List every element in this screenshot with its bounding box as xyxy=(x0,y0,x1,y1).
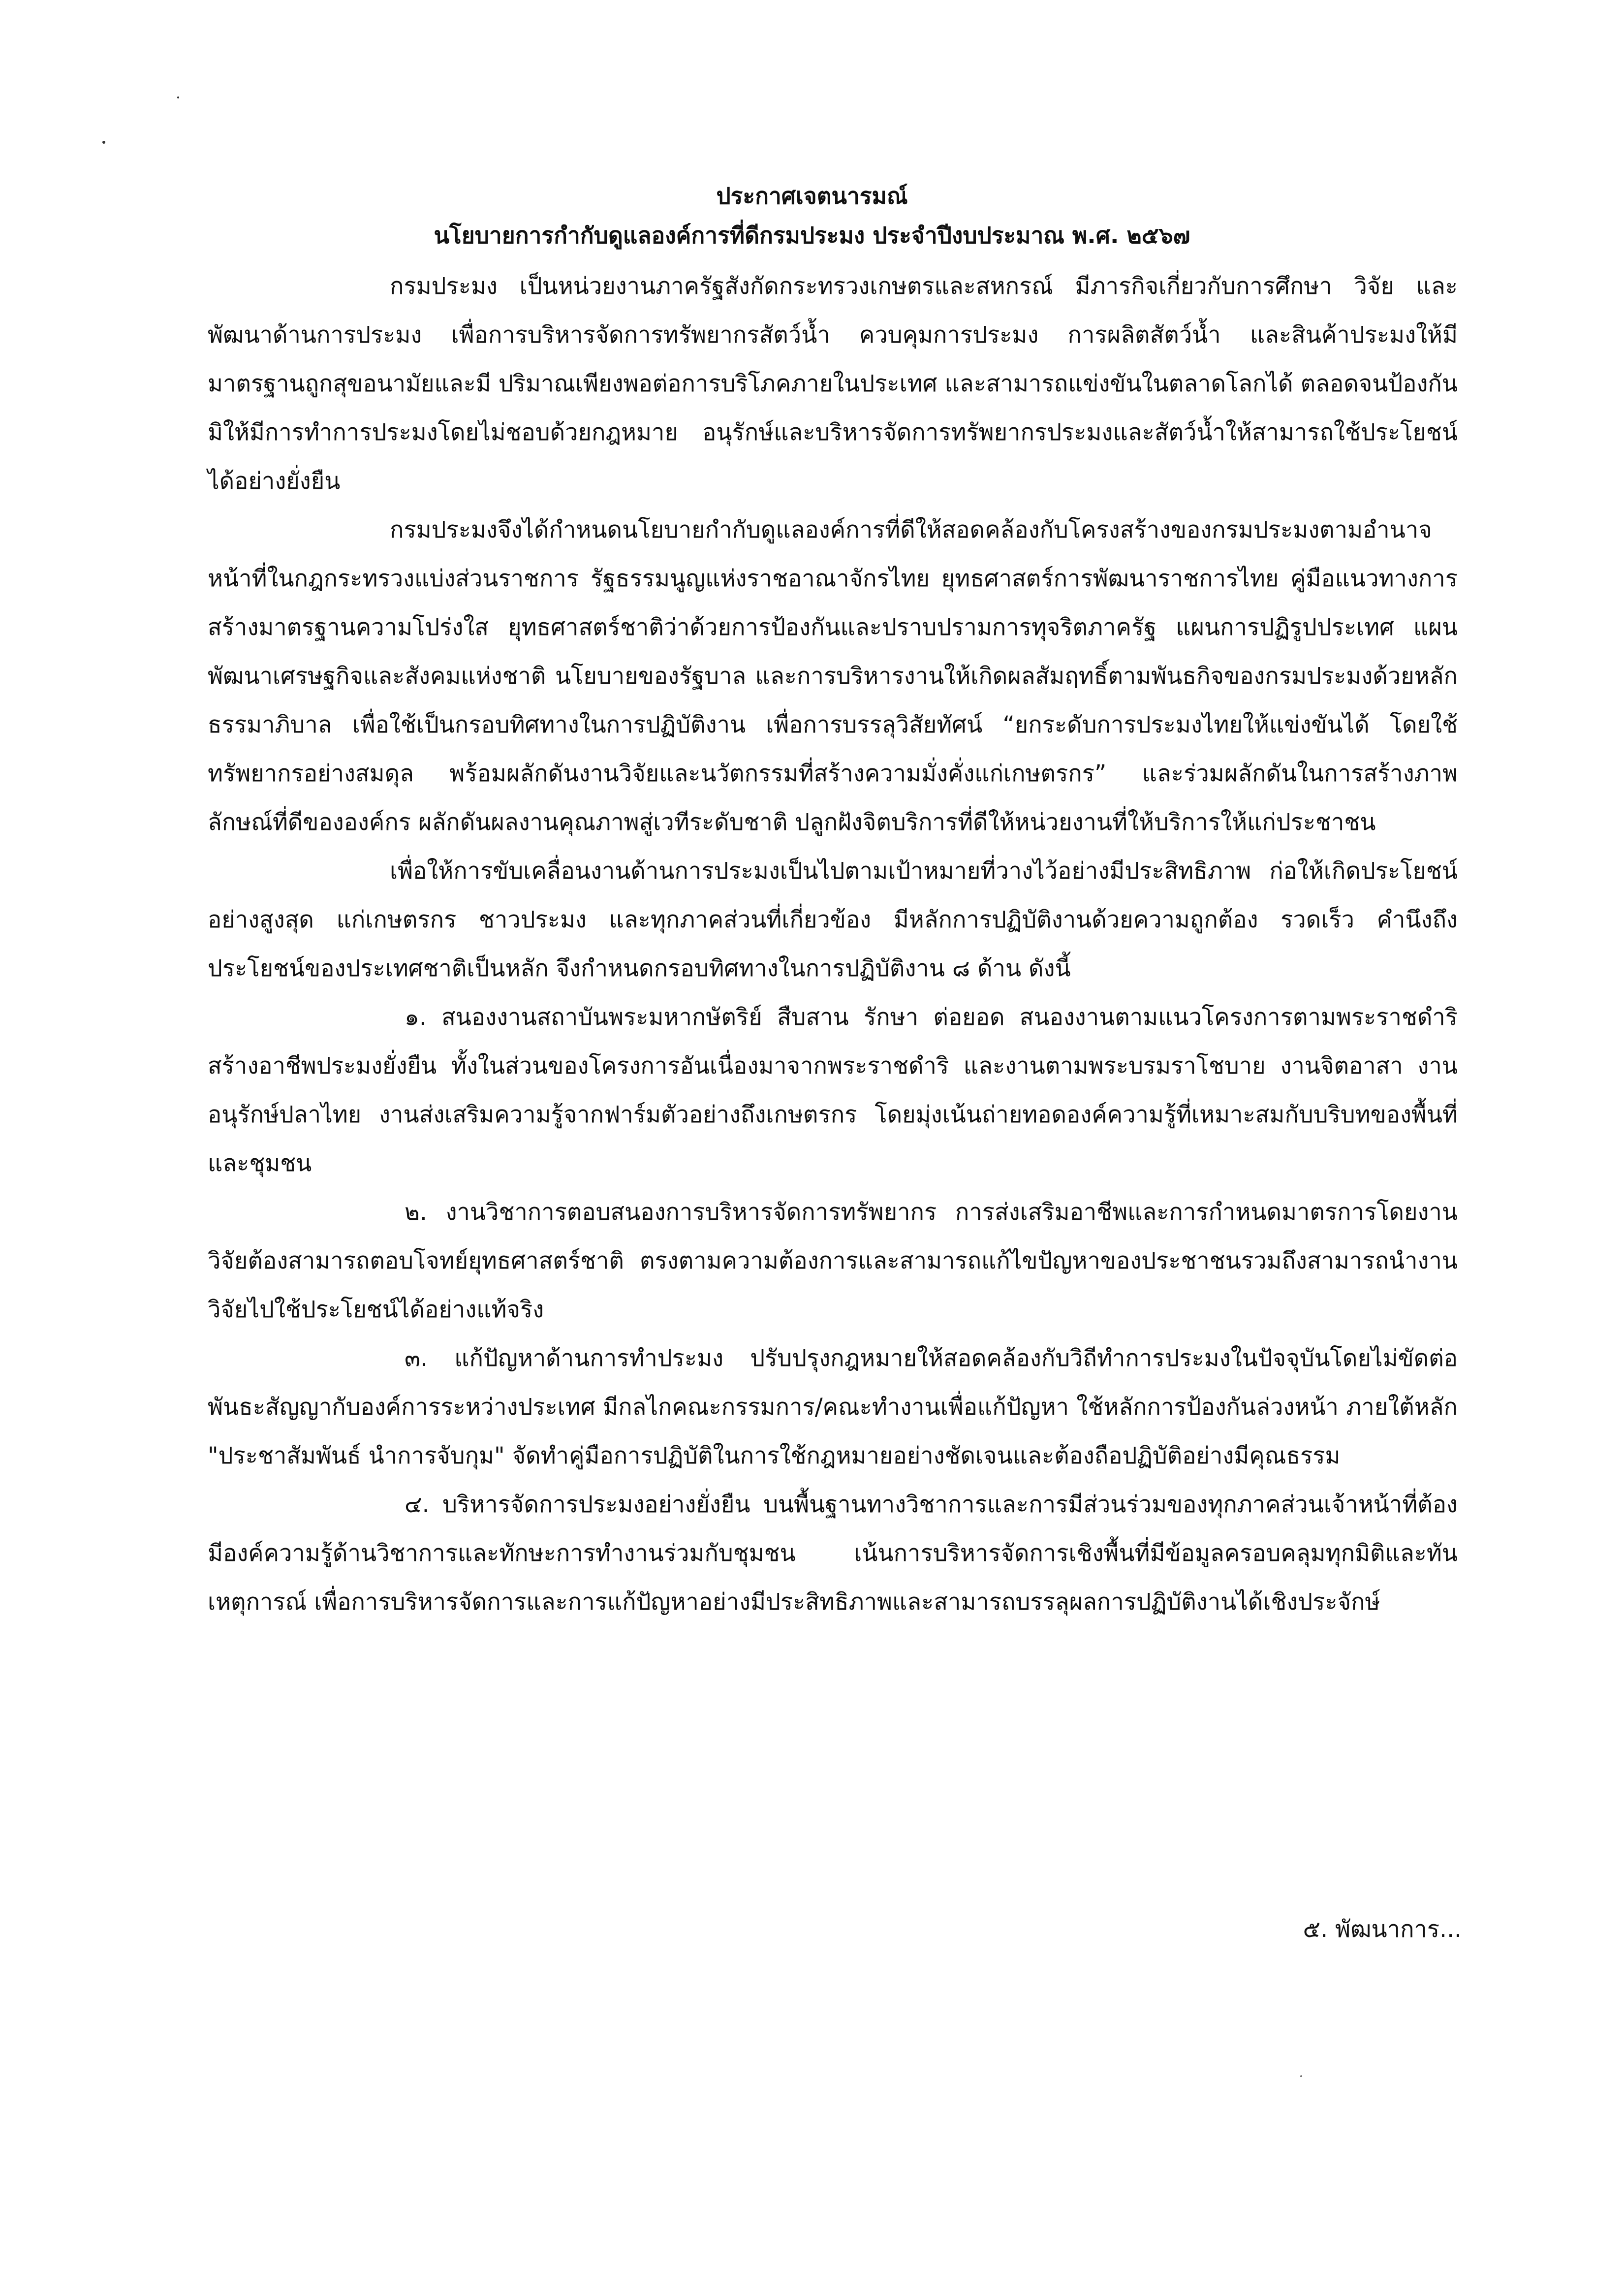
document-body xyxy=(208,262,1458,1626)
document-title: ประกาศเจตนารมณ์ xyxy=(716,183,908,209)
scan-speck xyxy=(1300,2075,1302,2077)
intro-paragraph: กรมประมง เป็นหน่วยงานภาครัฐสังกัดกระทรวงเกษตรและสหกรณ์ มีภารกิจเกี่ยวกับการศึกษา วิจัย และพัฒนาด้านการประมง เพื่อการบริหารจัดการทรัพยากรสัตว์น้ำ ควบคุมการประมง การผลิตสัตว์น้ำ และสินค้าประมงให้มีมาตรฐานถูกสุขอนามัยและมี ปริมาณเพียงพอต่อการบริโภคภายในประเทศ และสามารถแข่งขันในตลาดโลกได้ ตลอดจนป้องกันมิให้มีการทำการประมงโดยไม่ชอบด้วยกฎหมาย อนุรักษ์และบริหารจัดการทรัพยากรประมงและสัตว์น้ำให้สามารถใช้ประโยชน์ได้อย่างยั่งยืน xyxy=(208,273,1458,495)
next-page-marker: ๕. พัฒนาการ... xyxy=(1303,1916,1462,1943)
scan-speck xyxy=(102,141,105,144)
policy-item-2: ๒. งานวิชาการตอบสนองการบริหารจัดการทรัพยากร การส่งเสริมอาชีพและการกำหนดมาตรการโดยงานวิจัยต้องสามารถตอบโจทย์ยุทธศาสตร์ชาติ ตรงตามความต้องการและสามารถแก้ไขปัญหาของประชาชนรวมถึงสามารถนำงานวิจัยไปใช้ประโยชน์ได้อย่างแท้จริง xyxy=(208,1199,1458,1323)
policy-item-3: ๓. แก้ปัญหาด้านการทำประมง ปรับปรุงกฎหมายให้สอดคล้องกับวิถีทำการประมงในปัจจุบันโดยไม่ขัดต่อพันธะสัญญากับองค์การระหว่างประเทศ มีกลไกคณะกรรมการ/คณะทำงานเพื่อแก้ปัญหา ใช้หลักการป้องกันล่วงหน้า ภายใต้หลัก "ประชาสัมพันธ์ นำการจับกุม" จัดทำคู่มือการปฏิบัติในการใช้กฎหมายอย่างชัดเจนและต้องถือปฏิบัติอย่างมีคุณธรรม xyxy=(208,1345,1458,1469)
document-subtitle: นโยบายการกำกับดูแลองค์การที่ดีกรมประมง ประจำปีงบประมาณ พ.ศ. ๒๕๖๗ xyxy=(434,222,1190,249)
document-header xyxy=(197,176,1427,255)
framework-paragraph: เพื่อให้การขับเคลื่อนงานด้านการประมงเป็นไปตามเป้าหมายที่วางไว้อย่างมีประสิทธิภาพ ก่อให้เกิดประโยชน์อย่างสูงสุด แก่เกษตรกร ชาวประมง และทุกภาคส่วนที่เกี่ยวข้อง มีหลักการปฏิบัติงานด้วยความถูกต้อง รวดเร็ว คำนึงถึงประโยชน์ของประเทศชาติเป็นหลัก จึงกำหนดกรอบทิศทางในการปฏิบัติงาน ๘ ด้าน ดังนี้ xyxy=(208,857,1458,982)
scan-speck xyxy=(177,96,179,98)
policy-item-4: ๔. บริหารจัดการประมงอย่างยั่งยืน บนพื้นฐานทางวิชาการและการมีส่วนร่วมของทุกภาคส่วนเจ้าหน้าที่ต้องมีองค์ความรู้ด้านวิชาการและทักษะการทำงานร่วมกับชุมชน เน้นการบริหารจัดการเชิงพื้นที่มีข้อมูลครอบคลุมทุกมิติและทันเหตุการณ์ เพื่อการบริหารจัดการและการแก้ปัญหาอย่างมีประสิทธิภาพและสามารถบรรลุผลการปฏิบัติงานได้เชิงประจักษ์ xyxy=(208,1491,1458,1616)
policy-item-1: ๑. สนองงานสถาบันพระมหากษัตริย์ สืบสาน รักษา ต่อยอด สนองงานตามแนวโครงการตามพระราชดำริ สร้างอาชีพประมงยั่งยืน ทั้งในส่วนของโครงการอันเนื่องมาจากพระราชดำริ และงานตามพระบรมราโชบาย งานจิตอาสา งานอนุรักษ์ปลาไทย งานส่งเสริมความรู้จากฟาร์มตัวอย่างถึงเกษตรกร โดยมุ่งเน้นถ่ายทอดองค์ความรู้ที่เหมาะสมกับบริบทของพื้นที่และชุมชน xyxy=(208,1004,1458,1177)
policy-paragraph: กรมประมงจึงได้กำหนดนโยบายกำกับดูแลองค์การที่ดีให้สอดคล้องกับโครงสร้างของกรมประมงตามอำนาจหน้าที่ในกฎกระทรวงแบ่งส่วนราชการ รัฐธรรมนูญแห่งราชอาณาจักรไทย ยุทธศาสตร์การพัฒนาราชการไทย คู่มือแนวทางการสร้างมาตรฐานความโปร่งใส ยุทธศาสตร์ชาติว่าด้วยการป้องกันและปราบปรามการทุจริตภาครัฐ แผนการปฏิรูปประเทศ แผนพัฒนาเศรษฐกิจและสังคมแห่งชาติ นโยบายของรัฐบาล และการบริหารงานให้เกิดผลสัมฤทธิ์ตามพันธกิจของกรมประมงด้วยหลักธรรมาภิบาล เพื่อใช้เป็นกรอบทิศทางในการปฏิบัติงาน เพื่อการบรรลุวิสัยทัศน์ “ยกระดับการประมงไทยให้แข่งขันได้ โดยใช้ทรัพยากรอย่างสมดุล พร้อมผลักดันงานวิจัยและนวัตกรรมที่สร้างความมั่งคั่งแก่เกษตรกร” และร่วมผลักดันในการสร้างภาพลักษณ์ที่ดีขององค์กร ผลักดันผลงานคุณภาพสู่เวทีระดับชาติ ปลูกฝังจิตบริการที่ดีให้หน่วยงานที่ให้บริการให้แก่ประชาชน xyxy=(208,516,1458,836)
